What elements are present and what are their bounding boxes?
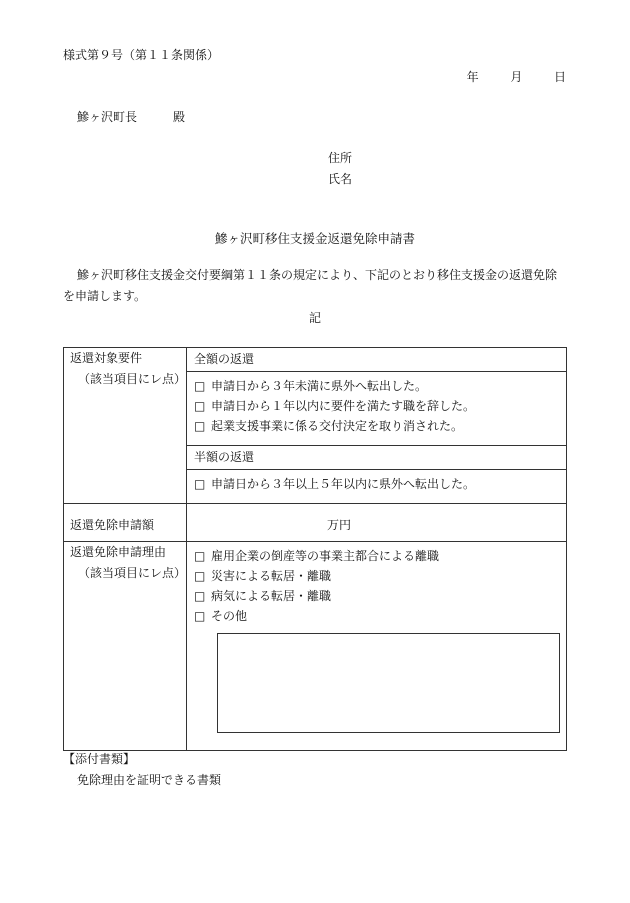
date-day: 日 [553, 70, 566, 84]
checkbox-icon[interactable]: □ [194, 419, 206, 433]
reason-options-cell [187, 542, 567, 751]
item-text: その他 [211, 609, 248, 623]
body-text-line-2: を申請します。 [63, 289, 147, 303]
half-return-list [187, 470, 566, 503]
document-title: 鰺ヶ沢町移住支援金返還免除申請書 [214, 231, 415, 246]
item-text: 起業支援事業に係る交付決定を取り消された。 [211, 419, 464, 433]
reason-label-cell [64, 542, 187, 751]
reason-item[interactable] [194, 609, 566, 629]
amount-row [64, 504, 567, 542]
checkbox-icon[interactable]: □ [194, 477, 206, 491]
checkbox-icon[interactable]: □ [194, 609, 206, 623]
full-return-heading: 全額の返還 [187, 348, 566, 372]
amount-unit: 万円 [327, 518, 352, 532]
reason-row [64, 542, 567, 751]
requirement-row [64, 348, 567, 504]
checkbox-icon[interactable]: □ [194, 569, 206, 583]
date-year: 年 [466, 70, 479, 84]
full-return-item[interactable] [194, 399, 566, 419]
half-return-item[interactable] [194, 477, 566, 497]
item-text: 災害による転居・離職 [211, 569, 332, 583]
addressee-suffix: 殿 [173, 110, 186, 124]
reason-sub-label: （該当項目にレ点） [78, 566, 187, 580]
requirement-label: 返還対象要件 [70, 351, 143, 365]
reason-item[interactable] [194, 549, 566, 569]
reason-item[interactable] [194, 569, 566, 589]
reason-label: 返還免除申請理由 [70, 545, 167, 559]
ki-marker: 記 [308, 311, 321, 325]
requirement-options-cell [187, 348, 567, 504]
full-return-item[interactable] [194, 419, 566, 439]
attachments-heading: 【添付書類】 [63, 752, 136, 766]
checkbox-icon[interactable]: □ [194, 549, 206, 563]
application-table [63, 347, 567, 751]
checkbox-icon[interactable]: □ [194, 379, 206, 393]
requirement-label-cell [64, 348, 187, 504]
checkbox-icon[interactable]: □ [194, 589, 206, 603]
addressee [77, 110, 185, 125]
item-text: 申請日から３年未満に県外へ転出した。 [211, 379, 428, 393]
body-text-line-1: 鰺ヶ沢町移住支援金交付要綱第１１条の規定により、下記のとおり移住支援金の返還免除 [77, 268, 558, 282]
full-return-list [187, 372, 566, 446]
item-text: 病気による転居・離職 [211, 589, 332, 603]
item-text: 雇用企業の倒産等の事業主都合による離職 [211, 549, 440, 563]
reason-item[interactable] [194, 589, 566, 609]
date-month: 月 [510, 70, 523, 84]
attachments-item: 免除理由を証明できる書類 [77, 773, 222, 787]
addressee-name: 鰺ヶ沢町長 [77, 110, 138, 124]
amount-label: 返還免除申請額 [70, 518, 155, 532]
half-return-heading: 半額の返還 [187, 446, 566, 470]
date-line [467, 70, 566, 85]
requirement-sub-label: （該当項目にレ点） [78, 372, 187, 386]
item-text: 申請日から１年以内に要件を満たす職を辞した。 [211, 399, 476, 413]
form-number: 様式第９号（第１１条関係） [63, 48, 220, 62]
name-label: 氏名 [328, 172, 353, 186]
reason-list [187, 542, 566, 629]
checkbox-icon[interactable]: □ [194, 399, 206, 413]
full-return-item[interactable] [194, 379, 566, 399]
item-text: 申請日から３年以上５年以内に県外へ転出した。 [211, 477, 476, 491]
address-label: 住所 [328, 151, 353, 165]
amount-value-cell[interactable] [187, 504, 567, 542]
amount-label-cell [64, 504, 187, 542]
other-reason-textbox[interactable] [217, 633, 560, 733]
